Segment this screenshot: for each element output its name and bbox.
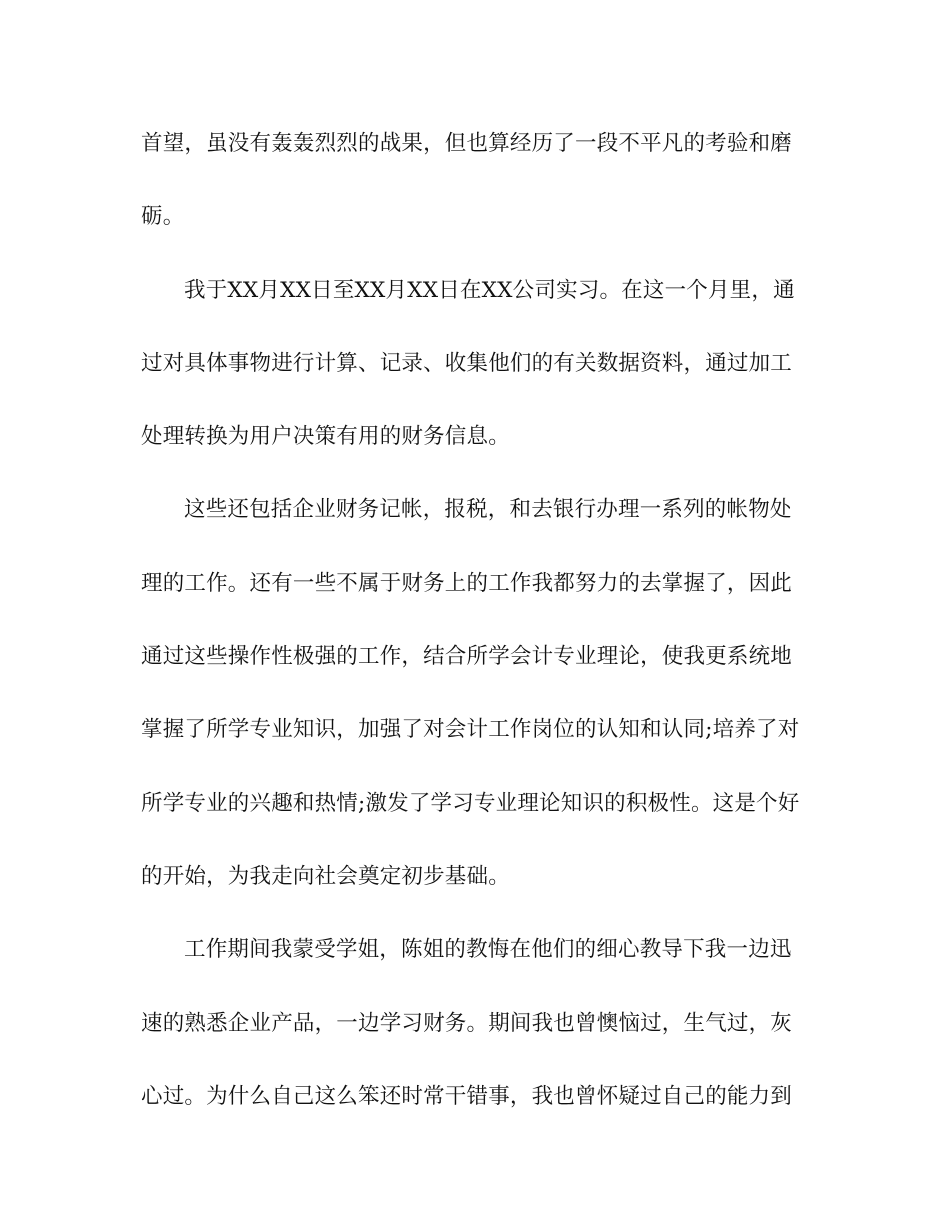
- text-line: 通过这些操作性极强的工作，结合所学会计专业理论，使我更系统地: [141, 644, 793, 670]
- paragraph-first-line: 我于XX月XX日至XX月XX日在XX公司实习。在这一个月里，通: [184, 277, 795, 303]
- text-line: 心过。为什么自己这么笨还时常干错事，我也曾怀疑过自己的能力到: [141, 1083, 793, 1109]
- body-text: [141, 120, 811, 1146]
- text-line: 掌握了所学专业知识，加强了对会计工作岗位的认知和认同;培养了对: [141, 717, 800, 743]
- text-line: 所学专业的兴趣和热情;激发了学习专业理论知识的积极性。这是个好: [141, 790, 800, 816]
- text-line: 的开始，为我走向社会奠定初步基础。: [141, 863, 510, 889]
- text-line: 速的熟悉企业产品，一边学习财务。期间我也曾懊恼过，生气过，灰: [141, 1010, 793, 1036]
- paragraph-first-line: 工作期间我蒙受学姐，陈姐的教悔在他们的细心教导下我一边迅: [184, 937, 792, 963]
- text-line: 处理转换为用户决策有用的财务信息。: [141, 424, 510, 450]
- text-line: 首望，虽没有轰轰烈烈的战果，但也算经历了一段不平凡的考验和磨: [141, 131, 793, 156]
- text-line: 过对具体事物进行计算、记录、收集他们的有关数据资料，通过加工: [141, 350, 793, 376]
- paragraph-first-line: 这些还包括企业财务记帐，报税，和去银行办理一系列的帐物处: [184, 497, 792, 523]
- text-line: 理的工作。还有一些不属于财务上的工作我都努力的去掌握了，因此: [141, 570, 793, 596]
- text-line: 砺。: [141, 204, 185, 230]
